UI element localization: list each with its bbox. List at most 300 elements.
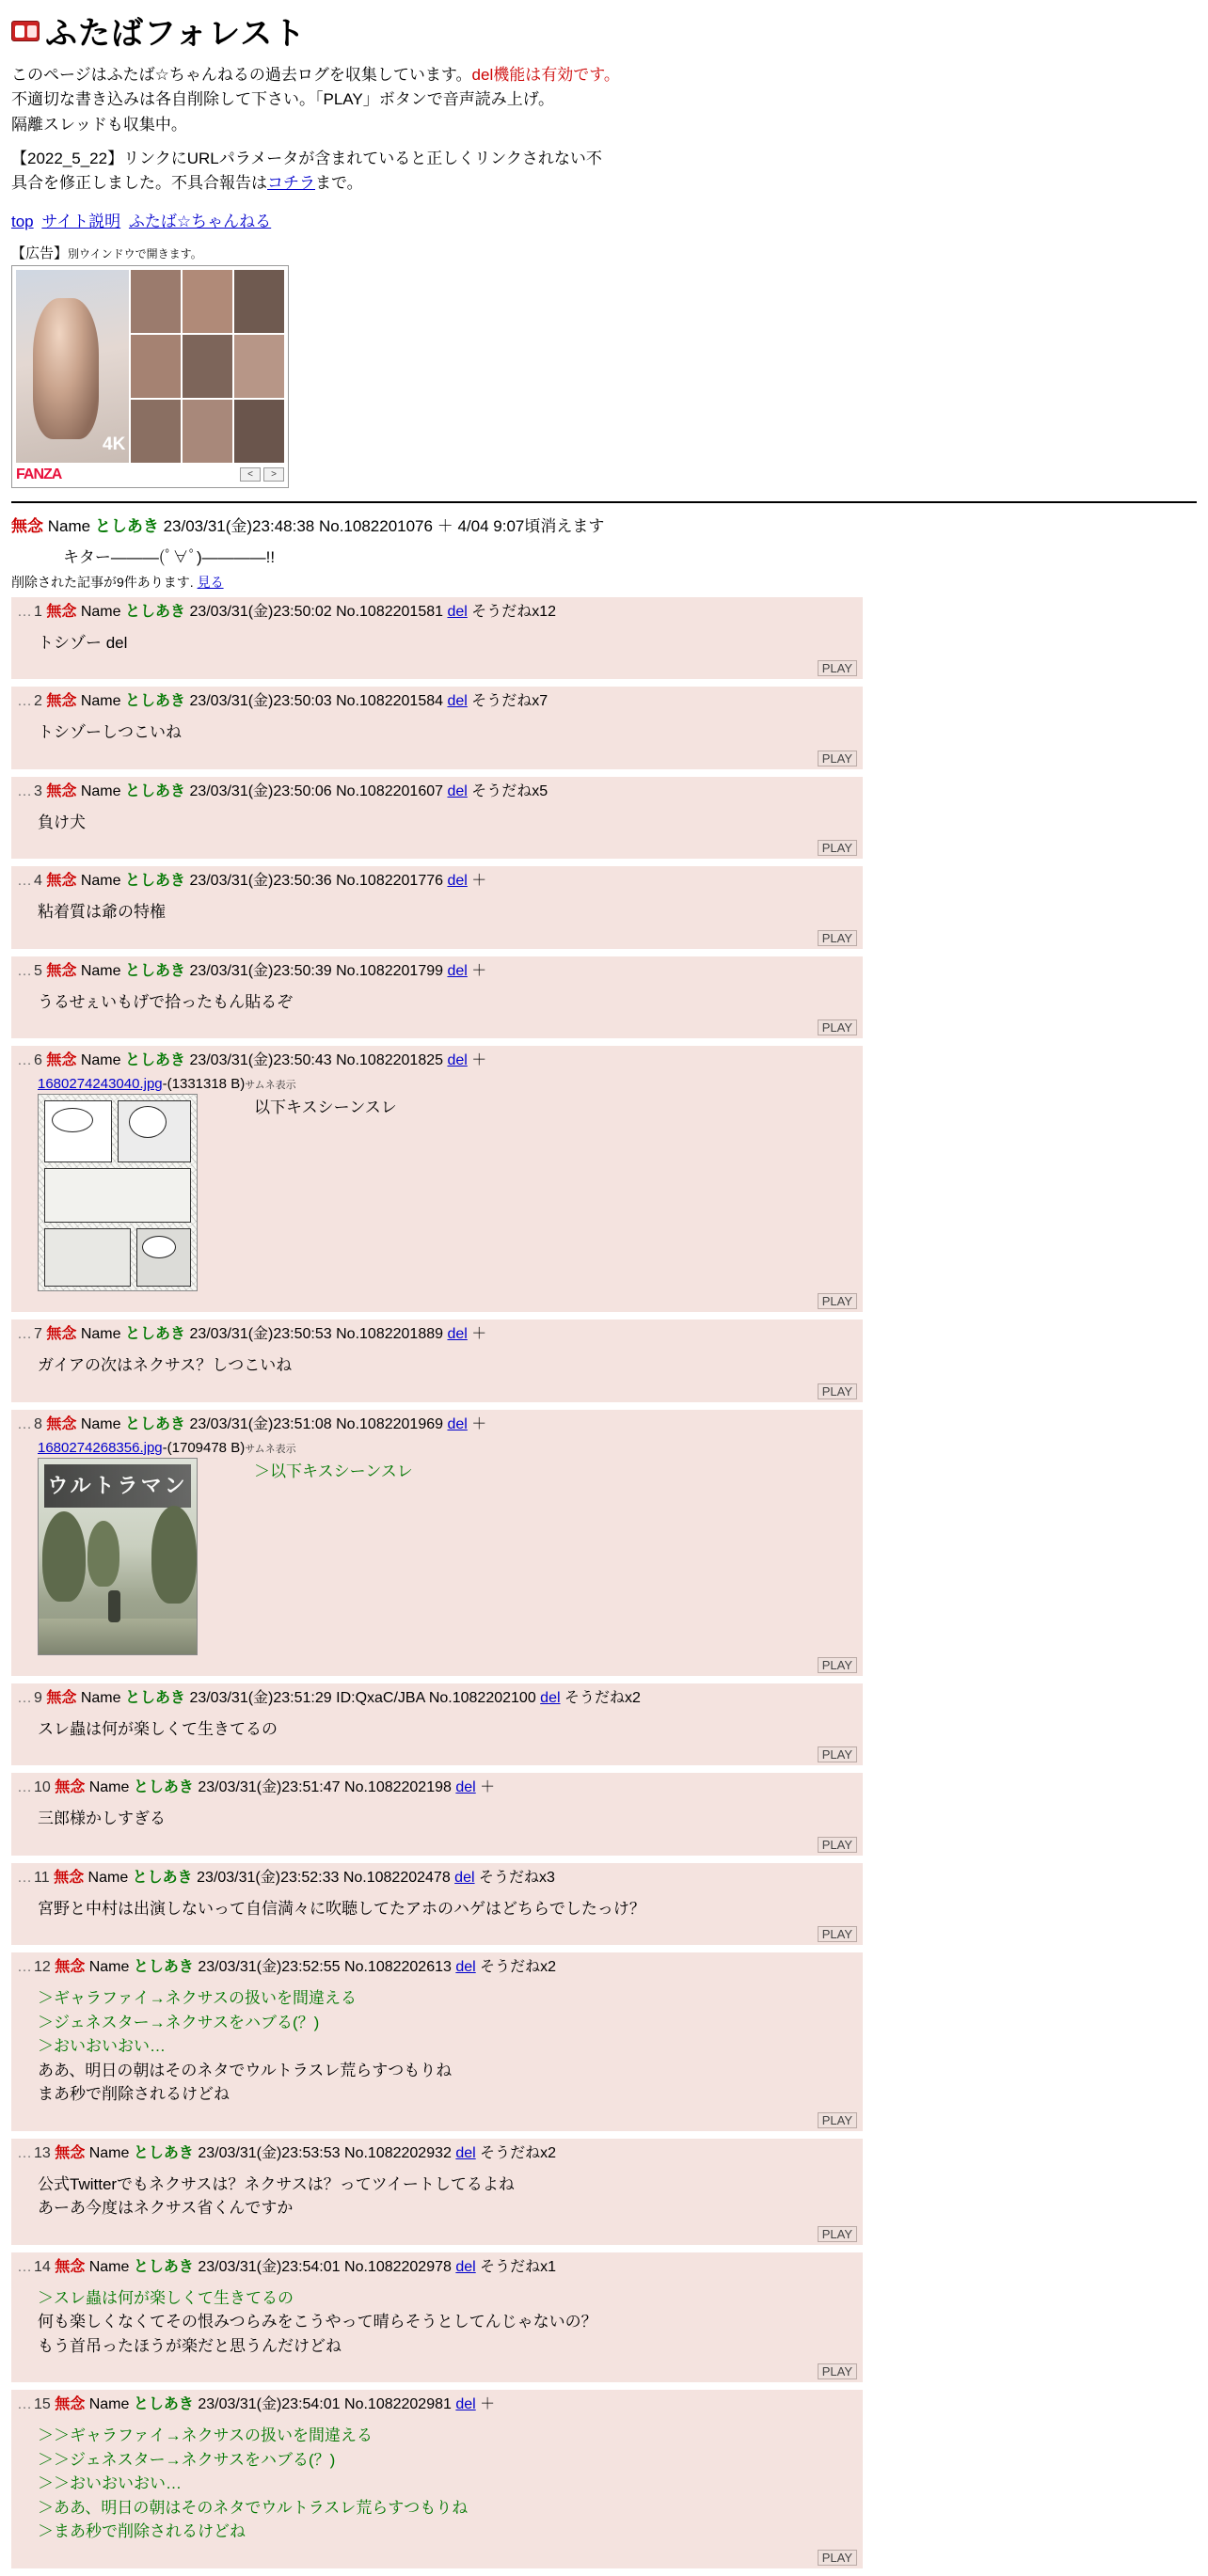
post-date: 23/03/31(金)23:50:53: [189, 1326, 332, 1343]
post-text-line: スレ蟲は何が楽しくて生きてるの: [38, 1719, 278, 1738]
notice-line-1: 【2022_5_22】リンクにURLパラメータが含まれていると正しくリンクされない不: [11, 150, 602, 168]
ad-thumb: [131, 335, 181, 398]
post[interactable]: [11, 1046, 863, 1312]
post-date: 23/03/31(金)23:51:47: [198, 1779, 341, 1796]
post-date: 23/03/31(金)23:50:02: [189, 603, 332, 620]
post-expand-dots[interactable]: …: [17, 962, 32, 979]
thread-body: キター―――(ﾟ∀ﾟ)――――!!: [63, 547, 276, 566]
post-del-link[interactable]: del: [454, 1869, 475, 1886]
nav-item-about[interactable]: サイト説明: [41, 212, 121, 230]
ad-main-image: [16, 270, 129, 463]
post-text: [254, 1094, 397, 1117]
post-author: としあき: [124, 962, 185, 979]
post-number: 13: [34, 2144, 51, 2161]
post-expand-dots[interactable]: …: [17, 1052, 32, 1069]
post-expand-dots[interactable]: …: [17, 1689, 32, 1706]
post-del-link[interactable]: del: [455, 2258, 476, 2275]
ad-next-arrow-icon[interactable]: >: [263, 467, 284, 482]
post-header: [17, 1777, 857, 1799]
post[interactable]: [11, 1320, 863, 1402]
post-text: [38, 1897, 857, 1921]
post-res-label: 無念: [46, 1326, 77, 1343]
deleted-posts-text: 削除された記事が9件あります.: [11, 574, 194, 590]
thread-plus[interactable]: ＋: [437, 516, 453, 535]
ad-image-grid: [16, 270, 284, 463]
post-number: 4: [34, 873, 42, 890]
post-text-line: 以下キスシーンスレ: [254, 1098, 397, 1117]
post-header: [17, 1414, 857, 1436]
post-play-row: [17, 1291, 857, 1310]
thread-header: [11, 513, 1197, 536]
post-del-link[interactable]: del: [447, 782, 468, 799]
post-author: としあき: [133, 1779, 194, 1796]
post-sodane: ＋: [471, 1415, 487, 1432]
post-play-row: [17, 1655, 857, 1674]
ad-prev-arrow-icon[interactable]: <: [240, 467, 261, 482]
post-author: としあき: [133, 2258, 194, 2275]
post-res-label: 無念: [55, 2396, 86, 2413]
post[interactable]: [11, 597, 863, 680]
nav-links: [11, 208, 1197, 231]
post-text: [38, 2286, 857, 2359]
post-name-label: Name: [88, 2258, 130, 2275]
post-text-line: トシゾーしつこいね: [38, 723, 182, 742]
post-number: 1: [34, 603, 42, 620]
post-name-label: Name: [80, 1326, 121, 1343]
post-date: 23/03/31(金)23:52:33: [197, 1869, 340, 1886]
post-file-link[interactable]: 1680274268356.jpg: [38, 1439, 163, 1456]
post-no: No.1082202981: [344, 2396, 452, 2413]
post-number: 8: [34, 1415, 42, 1432]
post-res-label: 無念: [55, 1959, 86, 1976]
manga-speech-bubble: [129, 1106, 167, 1138]
post-sodane: そうだねx2: [564, 1689, 641, 1706]
post-no: No.1082201799: [336, 962, 444, 979]
post-number: 9: [34, 1689, 42, 1706]
site-header: [11, 8, 1197, 54]
deleted-posts-note: [11, 573, 1197, 592]
post-number: 2: [34, 693, 42, 710]
post-author: としあき: [132, 1869, 193, 1886]
post[interactable]: [11, 2139, 863, 2245]
post-text-line: ＞ギャラファイ→ネクサスの扱いを間違える: [38, 1989, 357, 2008]
nav-item-futaba[interactable]: ふたば☆ちゃんねる: [128, 212, 272, 230]
ad-thumb: [183, 400, 232, 463]
post-res-label: 無念: [54, 1869, 85, 1886]
manga-panel: [44, 1168, 191, 1223]
post-thumb-toggle[interactable]: サムネ表示: [245, 1080, 296, 1092]
post-header: [17, 690, 857, 713]
post-del-link[interactable]: del: [447, 603, 468, 620]
play-button[interactable]: PLAY: [818, 1837, 857, 1853]
ad-brand-logo: FANZA: [16, 466, 62, 482]
post-image-wrap: [38, 1458, 857, 1655]
post-play-row: [17, 838, 857, 857]
post-sodane: そうだねx12: [471, 603, 557, 620]
post-del-link[interactable]: del: [447, 1326, 468, 1343]
post-author: としあき: [133, 1959, 194, 1976]
post-author: としあき: [124, 603, 185, 620]
post-res-label: 無念: [55, 2144, 86, 2161]
thread-author: としあき: [94, 516, 159, 535]
play-button[interactable]: PLAY: [818, 2226, 857, 2242]
play-button[interactable]: PLAY: [818, 2550, 857, 2566]
post-number: 6: [34, 1052, 42, 1069]
photo-tree: [87, 1521, 119, 1587]
post-no: No.1082202198: [344, 1779, 452, 1796]
intro-text: [11, 63, 1197, 137]
post-date: 23/03/31(金)23:51:29: [189, 1689, 332, 1706]
post-expand-dots[interactable]: …: [17, 693, 32, 710]
post-sodane: ＋: [471, 1052, 487, 1069]
post-date: 23/03/31(金)23:50:06: [189, 782, 332, 799]
play-button[interactable]: PLAY: [818, 1019, 857, 1035]
play-button[interactable]: PLAY: [818, 660, 857, 676]
post-text: [38, 1986, 857, 2107]
post-image-photo[interactable]: [38, 1458, 198, 1655]
post-no: No.1082202932: [344, 2144, 452, 2161]
post-del-link[interactable]: del: [455, 1779, 476, 1796]
post-text-line: ＞＞おいおいおい…: [38, 2474, 182, 2493]
ad-thumb: [234, 270, 284, 333]
play-button[interactable]: PLAY: [818, 930, 857, 946]
play-button[interactable]: PLAY: [818, 1293, 857, 1309]
post-text: [38, 1717, 857, 1742]
photo-tree: [151, 1506, 197, 1604]
ad-label-sub: 別ウインドウで開きます。: [68, 246, 202, 261]
post-date: 23/03/31(金)23:50:36: [189, 873, 332, 890]
post-text-line: 何も楽しくなくてその恨みつらみをこうやって晴らそうとしてんじゃないの？: [38, 2313, 597, 2331]
post-expand-dots[interactable]: …: [17, 782, 32, 799]
post-no: No.1082201776: [336, 873, 444, 890]
post-author: としあき: [124, 1326, 185, 1343]
post-sodane: そうだねx5: [471, 782, 548, 799]
intro-line-2: 不適切な書き込みは各自削除して下さい。「PLAY」ボタンで音声読み上げ。: [11, 90, 555, 109]
notice-contact-link[interactable]: コチラ: [267, 174, 315, 193]
post-no: No.1082201581: [336, 603, 444, 620]
ad-thumb: [234, 335, 284, 398]
post-text-line: ＞＞ギャラファイ→ネクサスの扱いを間違える: [38, 2426, 373, 2445]
post-id: ID:QxaC/JBA: [336, 1689, 425, 1706]
post-text: [38, 631, 857, 656]
post-expand-dots[interactable]: …: [17, 603, 32, 620]
post-text: [38, 2173, 857, 2220]
ad-banner[interactable]: [11, 265, 289, 488]
post-number: 14: [34, 2258, 51, 2275]
post-author: としあき: [133, 2396, 194, 2413]
post-header: [17, 781, 857, 803]
post-text-line: ガイアの次はネクサス？しつこいね: [38, 1356, 293, 1375]
post-res-label: 無念: [46, 873, 77, 890]
post-name-label: Name: [80, 603, 121, 620]
post-res-label: 無念: [46, 1415, 77, 1432]
post-text-line: もう首吊ったほうが楽だと思うんだけどね: [38, 2336, 342, 2355]
post-res-label: 無念: [46, 693, 77, 710]
post[interactable]: [11, 866, 863, 949]
ad-carousel-controls[interactable]: [240, 467, 284, 482]
post-name-label: Name: [80, 873, 121, 890]
post-image-manga[interactable]: [38, 1094, 198, 1291]
post-name-label: Name: [88, 2144, 130, 2161]
post-text-line: 負け犬: [38, 813, 86, 831]
ad-thumb: [183, 335, 232, 398]
ad-thumb: [183, 270, 232, 333]
post-file-meta: [38, 1076, 857, 1092]
photo-title-overlay: ウルトラマン: [44, 1464, 191, 1508]
intro-line-3: 隔離スレッドも収集中。: [11, 115, 187, 134]
post-author: としあき: [124, 1689, 185, 1706]
play-button[interactable]: PLAY: [818, 1657, 857, 1673]
ad-thumbnail-grid: [131, 270, 284, 463]
post-del-link[interactable]: del: [455, 2396, 476, 2413]
post-date: 23/03/31(金)23:54:01: [198, 2396, 341, 2413]
post-author: としあき: [133, 2144, 194, 2161]
post-text: [254, 1458, 413, 1481]
post-file-meta: [38, 1440, 857, 1456]
update-notice: [11, 147, 1197, 197]
post-number: 10: [34, 1779, 51, 1796]
post-text-line: ＞ああ、明日の朝はそのネタでウルトラスレ荒らすつもりね: [38, 2498, 469, 2517]
thread-res-label: 無念: [11, 516, 43, 535]
post-header: [17, 2142, 857, 2165]
post-text-line: 宮野と中村は出演しないって自信満々に吹聴してたアホのハゲはどちらでしたっけ？: [38, 1899, 645, 1918]
post-date: 23/03/31(金)23:50:43: [189, 1052, 332, 1069]
post-play-row: [17, 658, 857, 677]
post-text-line: うるせぇいもげで拾ったもん貼るぞ: [38, 992, 294, 1011]
post-header: [17, 1687, 857, 1710]
post-expand-dots[interactable]: …: [17, 1779, 32, 1796]
post-expand-dots[interactable]: …: [17, 2258, 32, 2275]
post-text: [38, 900, 857, 925]
post-res-label: 無念: [46, 962, 77, 979]
notice-line-2-pre: 具合を修正しました。不具合報告は: [11, 174, 267, 193]
post-header: [17, 1867, 857, 1889]
post[interactable]: [11, 1410, 863, 1676]
post-text-line: ＞＞ジェネスター→ネクサスをハブる(？): [38, 2450, 336, 2469]
post-image-wrap: [38, 1094, 857, 1291]
post-text: [38, 1353, 857, 1378]
play-button[interactable]: PLAY: [818, 1746, 857, 1762]
ad-4k-badge: 4K: [103, 434, 126, 454]
post-thumb-toggle[interactable]: サムネ表示: [245, 1443, 296, 1455]
post-header: [17, 870, 857, 893]
post-text-line: ＞おいおいおい…: [38, 2037, 166, 2056]
play-circle-icon[interactable]: [59, 343, 93, 377]
nav-item-top[interactable]: top: [11, 212, 34, 230]
post-sodane: ＋: [480, 2396, 496, 2413]
post-date: 23/03/31(金)23:52:55: [198, 1959, 341, 1976]
post-file-link[interactable]: 1680274243040.jpg: [38, 1076, 163, 1093]
post-name-label: Name: [88, 2396, 130, 2413]
post-name-label: Name: [88, 1959, 130, 1976]
post-del-link[interactable]: del: [455, 2144, 476, 2161]
ad-label: [11, 243, 1197, 262]
ad-footer: [16, 466, 284, 483]
post-expand-dots[interactable]: …: [17, 1326, 32, 1343]
post-sodane: ＋: [471, 873, 487, 890]
photo-ground: [39, 1619, 197, 1654]
post-author: としあき: [124, 873, 185, 890]
post-no: No.1082202613: [344, 1959, 452, 1976]
thread-expire: 4/04 9:07頃消えます: [457, 516, 605, 535]
post-res-label: 無念: [46, 603, 77, 620]
post-del-link[interactable]: del: [455, 1959, 476, 1976]
play-button[interactable]: PLAY: [818, 1926, 857, 1942]
post-text-line: 公式Twitterでもネクサスは？ネクサスは？ってツイートしてるよね: [38, 2174, 515, 2193]
post-author: としあき: [124, 1415, 185, 1432]
thread-name-label: Name: [47, 516, 91, 535]
post[interactable]: [11, 1773, 863, 1856]
post-expand-dots[interactable]: …: [17, 1869, 32, 1886]
post-res-label: 無念: [55, 1779, 86, 1796]
post-sodane: そうだねx2: [480, 2144, 557, 2161]
post-no: No.1082201969: [336, 1415, 444, 1432]
post-text-line: ＞スレ蟲は何が楽しくて生きてるの: [38, 2288, 294, 2307]
play-button[interactable]: PLAY: [818, 1383, 857, 1399]
ad-thumb: [131, 270, 181, 333]
post-no: No.1082201607: [336, 782, 444, 799]
post-res-label: 無念: [46, 1689, 77, 1706]
ad-thumb: [131, 400, 181, 463]
post-expand-dots[interactable]: …: [17, 1415, 32, 1432]
play-button[interactable]: PLAY: [818, 2112, 857, 2128]
deleted-posts-link[interactable]: 見る: [197, 574, 224, 590]
post-play-row: [17, 2110, 857, 2129]
section-divider: [11, 501, 1197, 503]
post-del-link[interactable]: del: [447, 873, 468, 890]
post-play-row: [17, 1018, 857, 1036]
post-author: としあき: [124, 782, 185, 799]
post-number: 11: [34, 1869, 50, 1886]
post-sodane: そうだねx1: [480, 2258, 557, 2275]
site-logo-icon: [11, 21, 40, 41]
post-text-line: ＞ジェネスター→ネクサスをハブる(？): [38, 2013, 320, 2031]
post[interactable]: [11, 777, 863, 860]
post-list: [11, 597, 1197, 2568]
post-date: 23/03/31(金)23:50:03: [189, 693, 332, 710]
post-sodane: ＋: [471, 1326, 487, 1343]
post-text: [38, 1807, 857, 1831]
post-header: [17, 960, 857, 983]
post-no: No.1082202100: [428, 1689, 536, 1706]
post-text-line: ＞以下キスシーンスレ: [254, 1462, 413, 1480]
post-del-link[interactable]: del: [447, 693, 468, 710]
post-header: [17, 2256, 857, 2279]
post-sodane: そうだねx2: [480, 1959, 557, 1976]
page-title: ふたばフォレスト: [45, 16, 307, 52]
post-number: 5: [34, 962, 42, 979]
post-text-line: ああ、明日の朝はそのネタでウルトラスレ荒らすつもりね: [38, 2061, 453, 2079]
post-no: No.1082201584: [336, 693, 444, 710]
post-number: 3: [34, 782, 42, 799]
post-header: [17, 601, 857, 624]
post-expand-dots[interactable]: …: [17, 873, 32, 890]
post-play-row: [17, 1835, 857, 1854]
post-res-label: 無念: [55, 2258, 86, 2275]
photo-figure: [108, 1590, 120, 1622]
post-res-label: 無念: [46, 782, 77, 799]
post-file-size: -(1331318 B): [162, 1076, 246, 1093]
play-button[interactable]: PLAY: [818, 2363, 857, 2379]
post-text-line: 粘着質は爺の特権: [38, 903, 166, 922]
post-del-link[interactable]: del: [540, 1689, 561, 1706]
post-sodane: そうだねx7: [471, 693, 548, 710]
post-expand-dots[interactable]: …: [17, 2144, 32, 2161]
post-author: としあき: [124, 1052, 185, 1069]
post-play-row: [17, 2362, 857, 2380]
post-no: No.1082201889: [336, 1326, 444, 1343]
post-sodane: そうだねx3: [478, 1869, 555, 1886]
post-name-label: Name: [80, 782, 121, 799]
notice-line-2-post: まで。: [315, 174, 363, 193]
manga-panel: [44, 1228, 131, 1287]
post[interactable]: [11, 1863, 863, 1946]
post[interactable]: [11, 1952, 863, 2131]
post-author: としあき: [124, 693, 185, 710]
post-text-line: あーあ今度はネクサス省くんですか: [38, 2199, 294, 2218]
post[interactable]: [11, 687, 863, 769]
post-play-row: [17, 928, 857, 947]
post-text: [38, 720, 857, 745]
post[interactable]: [11, 1683, 863, 1766]
intro-del-note: del機能は有効です。: [471, 66, 620, 84]
thread-no: No.1082201076: [318, 516, 433, 535]
post-name-label: Name: [88, 1779, 130, 1796]
post-del-link[interactable]: del: [447, 962, 468, 979]
post-text-line: 三郎様かしすぎる: [38, 1810, 166, 1828]
post-res-label: 無念: [46, 1052, 77, 1069]
post-del-link[interactable]: del: [447, 1415, 468, 1432]
post-name-label: Name: [80, 1689, 121, 1706]
post-date: 23/03/31(金)23:54:01: [198, 2258, 341, 2275]
play-button[interactable]: PLAY: [818, 840, 857, 856]
post-expand-dots[interactable]: …: [17, 1959, 32, 1976]
post[interactable]: [11, 956, 863, 1039]
thread-date: 23/03/31(金)23:48:38: [163, 516, 315, 535]
post-text-line: トシゾー del: [38, 633, 128, 652]
post-name-label: Name: [87, 1869, 129, 1886]
post-number: 7: [34, 1326, 42, 1343]
post-sodane: ＋: [480, 1779, 496, 1796]
play-button[interactable]: PLAY: [818, 751, 857, 766]
post-no: No.1082202478: [342, 1869, 451, 1886]
post-play-row: [17, 1924, 857, 1943]
post-expand-dots[interactable]: …: [17, 2396, 32, 2413]
post-text: [38, 811, 857, 835]
post-date: 23/03/31(金)23:51:08: [189, 1415, 332, 1432]
post-header: [17, 1323, 857, 1346]
post-play-row: [17, 1382, 857, 1400]
post[interactable]: [11, 2390, 863, 2568]
post-sodane: ＋: [471, 962, 487, 979]
post-play-row: [17, 1745, 857, 1763]
intro-line-1: このページはふたば☆ちゃんねるの過去ログを収集しています。: [11, 66, 472, 84]
ad-thumb: [234, 400, 284, 463]
post-name-label: Name: [80, 1052, 121, 1069]
post-date: 23/03/31(金)23:53:53: [198, 2144, 341, 2161]
ad-label-text: 【広告】: [11, 245, 69, 261]
post-play-row: [17, 749, 857, 767]
post-name-label: Name: [80, 962, 121, 979]
post-number: 15: [34, 2396, 51, 2413]
post-no: No.1082202978: [344, 2258, 452, 2275]
post[interactable]: [11, 2252, 863, 2383]
post-name-label: Name: [80, 1415, 121, 1432]
photo-tree: [42, 1511, 86, 1602]
post-del-link[interactable]: del: [447, 1052, 468, 1069]
post-text: [38, 2424, 857, 2544]
post-number: 12: [34, 1959, 51, 1976]
